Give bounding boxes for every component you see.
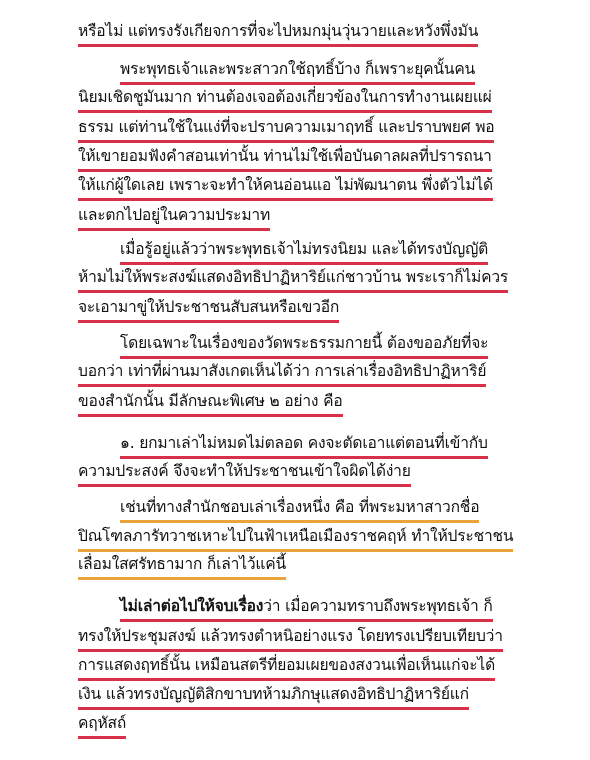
text-line <box>120 432 488 459</box>
highlighted-text: ๑. ยกมาเล่าไม่หมดไม่ตลอด คงจะตัดเอาแต่ตอนที่เข้ากับ <box>120 432 488 459</box>
text-line <box>78 204 270 231</box>
highlighted-text: ห้ามไม่ให้พระสงฆ์แสดงอิทธิปาฏิหาริย์แก่ชาวบ้าน พระเราก็ไม่ควร <box>78 266 508 293</box>
highlighted-text: ของสำนักนั้น มีลักษณะพิเศษ ๒ อย่าง คือ <box>78 390 343 417</box>
text-line <box>78 712 126 739</box>
text-line <box>78 683 469 710</box>
highlighted-text: ความประสงค์ จึงจะทำให้ประชาชนเข้าใจผิดได้ง่าย <box>78 460 411 487</box>
text-line <box>78 654 495 681</box>
text-line <box>120 332 488 359</box>
text-line <box>78 625 503 652</box>
text-line <box>78 296 339 323</box>
text-line <box>78 20 478 47</box>
text-line <box>78 116 494 143</box>
highlighted-text: ทรงให้ประชุมสงฆ์ แล้วทรงตำหนิอย่างแรง โดยทรงเปรียบเทียบว่า <box>78 625 503 652</box>
text-line <box>78 460 411 487</box>
text-line <box>78 553 286 580</box>
text-line <box>120 595 493 622</box>
text-line <box>120 238 488 265</box>
highlighted-text: พระพุทธเจ้าและพระสาวกใช้ฤทธิ์บ้าง ก็เพราะยุคนั้นคน <box>120 58 475 85</box>
text-line <box>78 174 493 201</box>
highlighted-text: เช่นที่ทางสำนักชอบเล่าเรื่องหนึ่ง คือ ที่พระมหาสาวกชื่อ <box>120 496 479 523</box>
text-line <box>78 390 343 417</box>
highlighted-text: โดยเฉพาะในเรื่องของวัดพระธรรมกายนี้ ต้องขออภัยที่จะ <box>120 332 488 359</box>
highlighted-text: การแสดงฤทธิ์นั้น เหมือนสตรีที่ยอมเผยของสงวนเพื่อเห็นแก่จะได้ <box>78 654 495 681</box>
highlighted-text: บอกว่า เท่าที่ผ่านมาสังเกตเห็นได้ว่า การเล่าเรื่องอิทธิปาฏิหาริย์ <box>78 360 486 387</box>
text-line <box>78 525 513 552</box>
text-line <box>78 266 508 293</box>
text-line <box>78 360 486 387</box>
highlighted-text: จะเอามาขู่ให้ประชาชนสับสนหรือเขวอีก <box>78 296 339 323</box>
highlighted-text: และตกไปอยู่ในความประมาท <box>78 204 270 231</box>
highlighted-text: เลื่อมใสศรัทธามาก ก็เล่าไว้แค่นี้ <box>78 553 286 580</box>
bold-text: ไม่เล่าต่อไปให้จบเรื่อง <box>120 597 264 615</box>
highlighted-text: ให้แก่ผู้ใดเลย เพราะจะทำให้คนอ่อนแอ ไม่พัฒนาตน พึ่งตัวไม่ได้ <box>78 174 493 201</box>
highlighted-text: นิยมเชิดชูมันมาก ท่านต้องเจอต้องเกี่ยวข้องในการทำงานเผยแผ่ <box>78 86 492 113</box>
highlighted-text: ให้เขายอมฟังคำสอนเท่านั้น ท่านไม่ใช้เพื่อบันดาลผลที่ปรารถนา <box>78 145 492 172</box>
text-line <box>120 58 475 85</box>
highlighted-text: หรือไม่ แต่ทรงรังเกียจการที่จะไปหมกมุ่นวุ่นวายและหวังพึ่งมัน <box>78 20 478 47</box>
highlighted-text: ปิณโฑลภารัทวาชเหาะไปในฟ้าเหนือเมืองราชคฤห์ ทำให้ประชาชน <box>78 525 513 552</box>
text-fragment: ว่า เมื่อความทราบถึงพระพุทธเจ้า ก็ <box>263 597 493 615</box>
text-line <box>120 496 479 523</box>
highlighted-text: ธรรม แต่ท่านใช้ในแง่ที่จะปราบความเมาฤทธิ์ และปราบพยศ พอ <box>78 116 494 143</box>
highlighted-text: เงิน แล้วทรงบัญญัติสิกขาบทห้ามภิกษุแสดงอิทธิปาฏิหาริย์แก่ <box>78 683 469 710</box>
text-line <box>78 145 492 172</box>
highlighted-text <box>120 595 493 622</box>
highlighted-text: เมื่อรู้อยู่แล้วว่าพระพุทธเจ้าไม่ทรงนิยม และได้ทรงบัญญัติ <box>120 238 488 265</box>
highlighted-text: คฤหัสถ์ <box>78 712 126 739</box>
text-line <box>78 86 492 113</box>
